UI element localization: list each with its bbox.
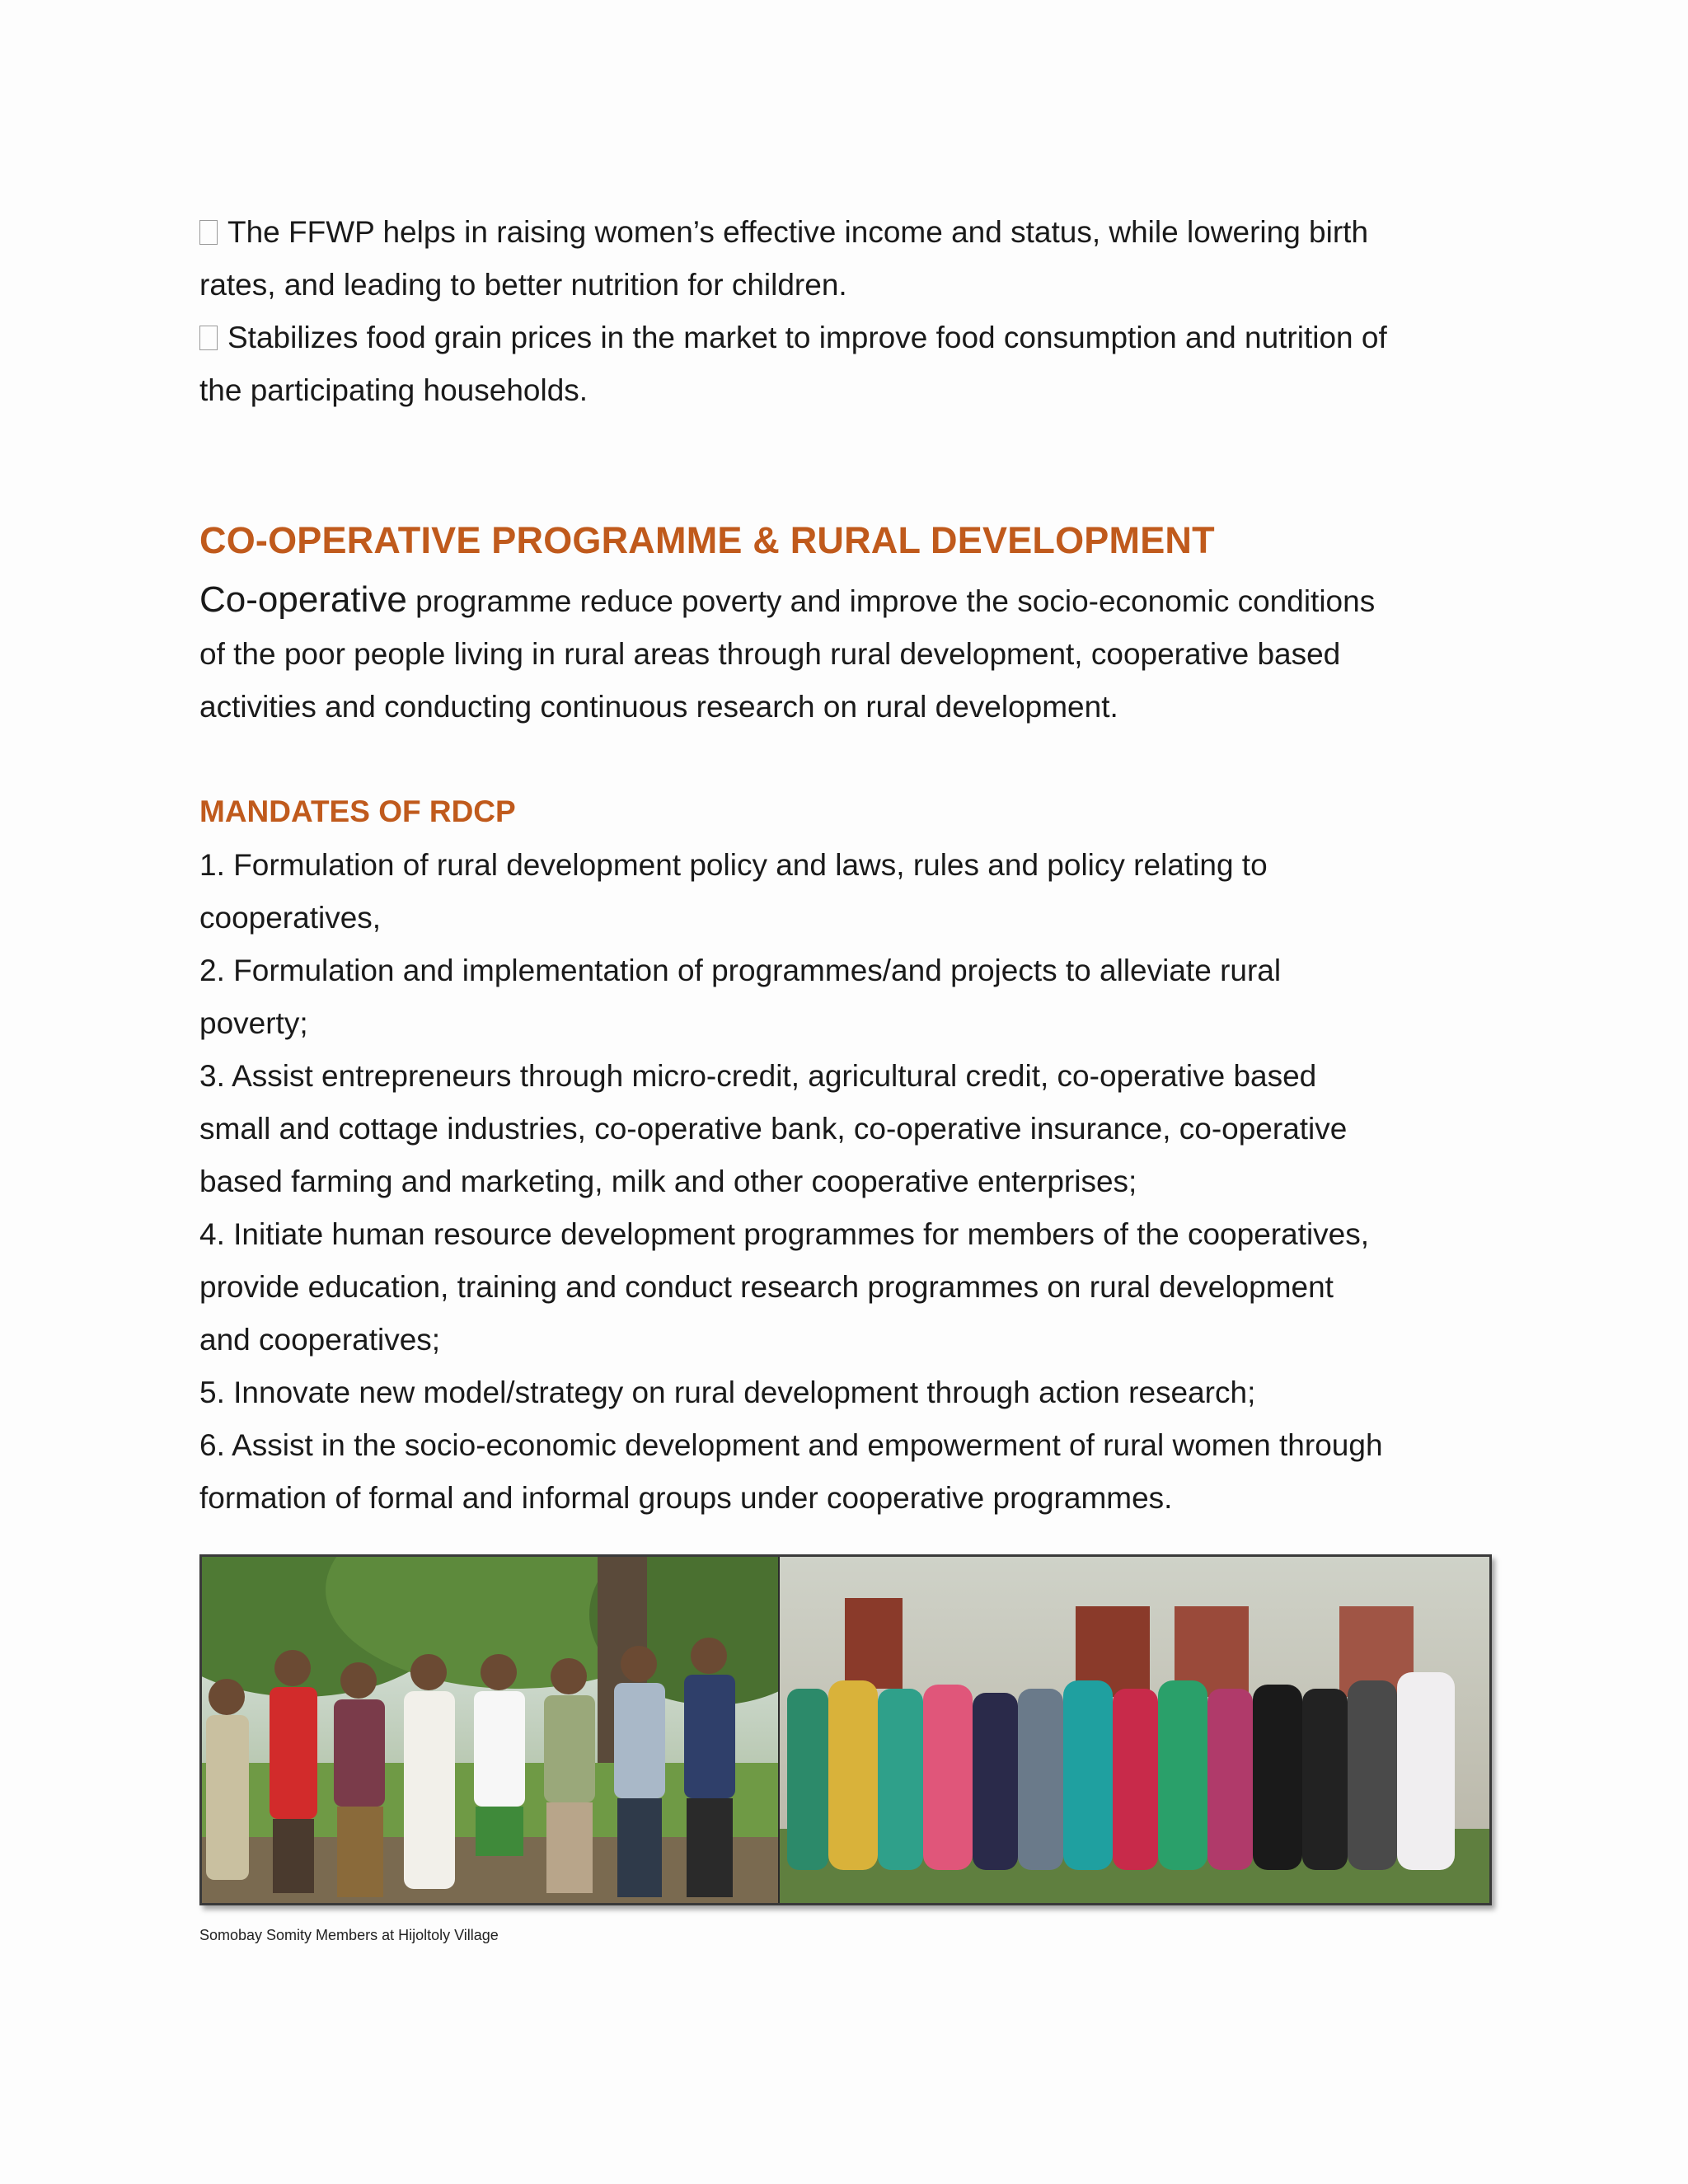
section-title: CO-OPERATIVE PROGRAMME & RURAL DEVELOPMENT <box>199 519 1215 561</box>
mandate-line: 3. Assist entrepreneurs through micro-credit, agricultural credit, co-operative based <box>199 1059 1317 1093</box>
mandate-line: 5. Innovate new model/strategy on rural development through action research; <box>199 1376 1256 1409</box>
intro-line: of the poor people living in rural areas through rural development, cooperative based <box>199 637 1341 671</box>
mandates-title: MANDATES OF RDCP <box>199 794 516 828</box>
bullet-item: Stabilizes food grain prices in the market to improve food consumption and nutrition of <box>199 312 1493 364</box>
document-page <box>199 206 1493 1943</box>
intro-lead-word: Co-operative <box>199 579 407 620</box>
bullet-item-continuation: the participating households. <box>199 373 588 407</box>
section-intro <box>199 574 1493 733</box>
group-photo <box>199 1554 1492 1905</box>
mandates-list <box>199 839 1493 1525</box>
mandate-line: 4. Initiate human resource development programmes for members of the cooperatives, <box>199 1217 1370 1251</box>
mandate-line: cooperatives, <box>199 901 382 935</box>
mandate-line: and cooperatives; <box>199 1323 441 1357</box>
bullet-item: The FFWP helps in raising women’s effective income and status, while lowering birth <box>199 206 1493 259</box>
mandate-line: poverty; <box>199 1006 308 1040</box>
bullet-list <box>199 206 1493 417</box>
mandate-line: 2. Formulation and implementation of programmes/and projects to alleviate rural <box>199 954 1282 987</box>
mandate-line: 6. Assist in the socio-economic development and empowerment of rural women through <box>199 1428 1383 1462</box>
mandate-line: 1. Formulation of rural development policy and laws, rules and policy relating to <box>199 848 1268 882</box>
mandate-line: formation of formal and informal groups under cooperative programmes. <box>199 1481 1173 1515</box>
photo-caption: Somobay Somity Members at Hijoltoly Village <box>199 1927 499 1943</box>
intro-line: Co-operative programme reduce poverty and improve the socio-economic conditions <box>199 579 1376 620</box>
missing-glyph-icon <box>199 326 218 350</box>
mandate-line: based farming and marketing, milk and other cooperative enterprises; <box>199 1165 1137 1198</box>
mandate-line: small and cottage industries, co-operative bank, co-operative insurance, co-operative <box>199 1112 1348 1146</box>
intro-line: activities and conducting continuous research on rural development. <box>199 690 1118 724</box>
bullet-item-continuation: rates, and leading to better nutrition for children. <box>199 268 847 302</box>
mandate-line: provide education, training and conduct research programmes on rural development <box>199 1270 1334 1304</box>
missing-glyph-icon <box>199 220 218 245</box>
